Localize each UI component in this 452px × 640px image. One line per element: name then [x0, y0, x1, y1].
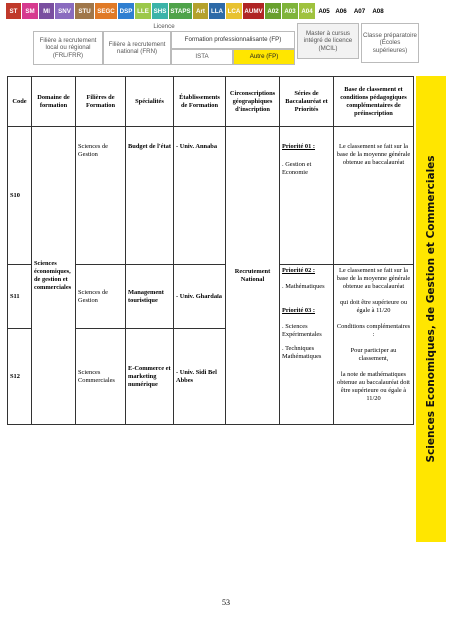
table-row [8, 127, 414, 265]
tab-staps: STAPS [169, 3, 193, 19]
tab-shs: SHS [152, 3, 169, 19]
legend-fp: Formation professionnalisante (FP) [171, 31, 295, 49]
legend-autre-fp: Autre (FP) [233, 49, 295, 65]
row-specialite: E-Commerce et marketing numérique [126, 329, 174, 425]
stream-tabs [6, 3, 446, 19]
s11-base-cell [334, 265, 414, 425]
base-classement: Le classement se fait sur la base de la moyenne générale obtenue au baccalauréat [336, 267, 411, 290]
base-note-bac: la note de mathématiques obtenue au baccalauréat doit être supérieure ou égale à 11/20 [337, 371, 410, 402]
tab-snv: SNV [55, 3, 75, 19]
base-note-maths: qui doit être supérieure ou égale à 11/20 [339, 299, 408, 314]
row-filiere: Sciences de Gestion [76, 127, 126, 265]
row-code: S10 [8, 127, 32, 265]
priority-item: . Gestion et Economie [282, 161, 312, 176]
tab-a05: A05 [316, 3, 333, 19]
priority-item: . Sciences Expérimentales [282, 323, 322, 338]
tab-a06: A06 [333, 3, 350, 19]
header-series: Séries de Baccalauréat et Priorités [280, 77, 334, 127]
row-etablissement: - Univ. Sidi Bel Abbes [174, 329, 226, 425]
tab-mi: MI [39, 3, 55, 19]
circonscription-cell: Recrutement National [226, 127, 280, 425]
tab-a02: A02 [265, 3, 282, 19]
tab-art: Art [193, 3, 209, 19]
tab-lca: LCA [226, 3, 243, 19]
header-domaine: Domaine de formation [32, 77, 76, 127]
row-filiere: Sciences Commerciales [76, 329, 126, 425]
priority-item: . Techniques Mathématiques [282, 345, 322, 360]
header-filieres: Filières de Formation [76, 77, 126, 127]
tab-a03: A03 [282, 3, 299, 19]
section-sidebar [416, 76, 446, 542]
tab-sm: SM [22, 3, 39, 19]
row-etablissement: - Univ. Annaba [174, 127, 226, 265]
header-circonscriptions: Circonscriptions géographiques d'inscription [226, 77, 280, 127]
s11-series-cell [280, 265, 334, 425]
legend [33, 23, 423, 65]
legend-mcil: Master à cursus intégré de licence (MCIL) [297, 23, 359, 59]
row-etablissement: - Univ. Ghardaïa [174, 265, 226, 329]
legend-licence: Licence [153, 23, 175, 31]
base-conditions: Conditions complémentaires : [336, 323, 411, 338]
tab-segc: SEGC [95, 3, 118, 19]
domaine-cell: Sciences économiques, de gestion et commerciales [32, 127, 76, 425]
row-code: S12 [8, 329, 32, 425]
priority-item: . Mathématiques [282, 283, 325, 290]
tab-stu: STU [75, 3, 95, 19]
header-specialites: Spécialités [126, 77, 174, 127]
header-base: Base de classement et conditions pédagogiques complémentaires de préinscription [334, 77, 414, 127]
priority-label: Priorité 02 : [282, 267, 316, 274]
page-number: 53 [222, 598, 230, 607]
tab-lle: LLE [135, 3, 152, 19]
header-code: Code [8, 77, 32, 127]
header-etablissements: Établissements de Formation [174, 77, 226, 127]
tab-lla: LLA [209, 3, 226, 19]
priority-label: Priorité 03 : [282, 307, 316, 314]
tab-a07: A07 [350, 3, 370, 19]
row-filiere: Sciences de Gestion [76, 265, 126, 329]
tab-dsp: DSP [118, 3, 135, 19]
priority-label: Priorité 01 : [282, 143, 316, 150]
s10-base-cell: Le classement se fait sur la base de la moyenne générale obtenue au baccalauréat [334, 127, 414, 265]
legend-cpge: Classe préparatoire (Écoles supérieures) [361, 23, 419, 63]
tab-a08: A08 [370, 3, 387, 19]
tab-a04: A04 [299, 3, 316, 19]
legend-frl: Filière à recrutement local ou régional (FRL/FRR) [33, 31, 103, 65]
row-code: S11 [8, 265, 32, 329]
s10-series-cell [280, 127, 334, 265]
row-specialite: Management touristique [126, 265, 174, 329]
tab-aumv: AUMV [243, 3, 265, 19]
legend-frn: Filière à recrutement national (FRN) [103, 31, 171, 65]
admission-table [7, 76, 414, 425]
legend-ista: ISTA [171, 49, 233, 65]
section-title: Sciences Economiques, de Gestion et Commerciales [425, 155, 437, 463]
row-specialite: Budget de l'état [126, 127, 174, 265]
tab-st: ST [6, 3, 22, 19]
header-row [8, 77, 414, 127]
base-participer: Pour participer au classement, [350, 347, 397, 362]
